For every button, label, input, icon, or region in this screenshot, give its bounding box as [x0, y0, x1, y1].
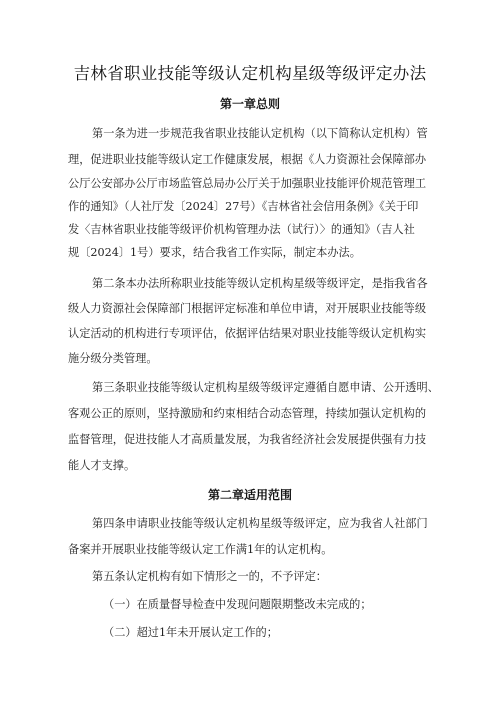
article-3-line-3: 监督管理，促进技能人才高质量发展，为我省经济社会发展提供强有力技	[68, 433, 427, 446]
article-1-line-2: 理，促进职业技能等级认定工作健康发展，根据《人力资源社会保障部办	[68, 153, 427, 166]
article-3-line-4: 能人才支撑。	[68, 459, 136, 472]
article-1-line-5: 发〈吉林省职业技能等级评价机构管理办法（试行）〉的通知》（吉人社	[68, 223, 415, 236]
article-5-item-2: （二）超过1年未开展认定工作的；	[103, 626, 278, 639]
article-2-line-4: 施分级分类管理。	[68, 352, 158, 365]
article-3-line-1: 第三条职业技能等级认定机构星级等级评定遵循自愿申请、公开透明、	[92, 381, 439, 394]
chapter-heading-1: 第一章总则	[219, 97, 280, 111]
article-2-line-1: 第二条本办法所称职业技能等级认定机构星级等级评定，是指我省各	[92, 277, 428, 290]
article-1-line-6: 规〔2024〕1号）要求，结合我省工作实际，制定本办法。	[68, 246, 361, 259]
document-title: 吉林省职业技能等级认定机构星级等级评定办法	[73, 64, 427, 83]
article-3-line-2: 客观公正的原则，坚持激励和约束相结合动态管理，持续加强认定机构的	[68, 407, 427, 420]
article-1-line-1: 第一条为进一步规范我省职业技能认定机构（以下简称认定机构）管	[92, 127, 428, 140]
article-1-line-3: 公厅公安部办公厅市场监管总局办公厅关于加强职业技能评价规范管理工	[68, 177, 427, 190]
article-5-item-1: （一）在质量督导检查中发现问题限期整改未完成的；	[103, 598, 372, 611]
article-2-line-3: 认定活动的机构进行专项评估，依据评估结果对职业技能等级认定机构实	[68, 327, 427, 340]
chapter-heading-2: 第二章适用范围	[207, 488, 292, 502]
article-2-line-2: 级人力资源社会保障部门根据评定标准和单位申请，对开展职业技能等级	[68, 302, 427, 315]
article-1-line-4: 作的通知》（人社厅发〔2024〕27号）《吉林省社会信用条例》《关于印	[68, 200, 419, 213]
article-4-line-2: 备案并开展职业技能等级认定工作满1年的认定机构。	[68, 543, 333, 556]
article-4-line-1: 第四条申请职业技能等级认定机构星级等级评定，应为我省人社部门	[92, 517, 428, 530]
article-5-line-1: 第五条认定机构有如下情形之一的，不予评定：	[92, 570, 327, 583]
